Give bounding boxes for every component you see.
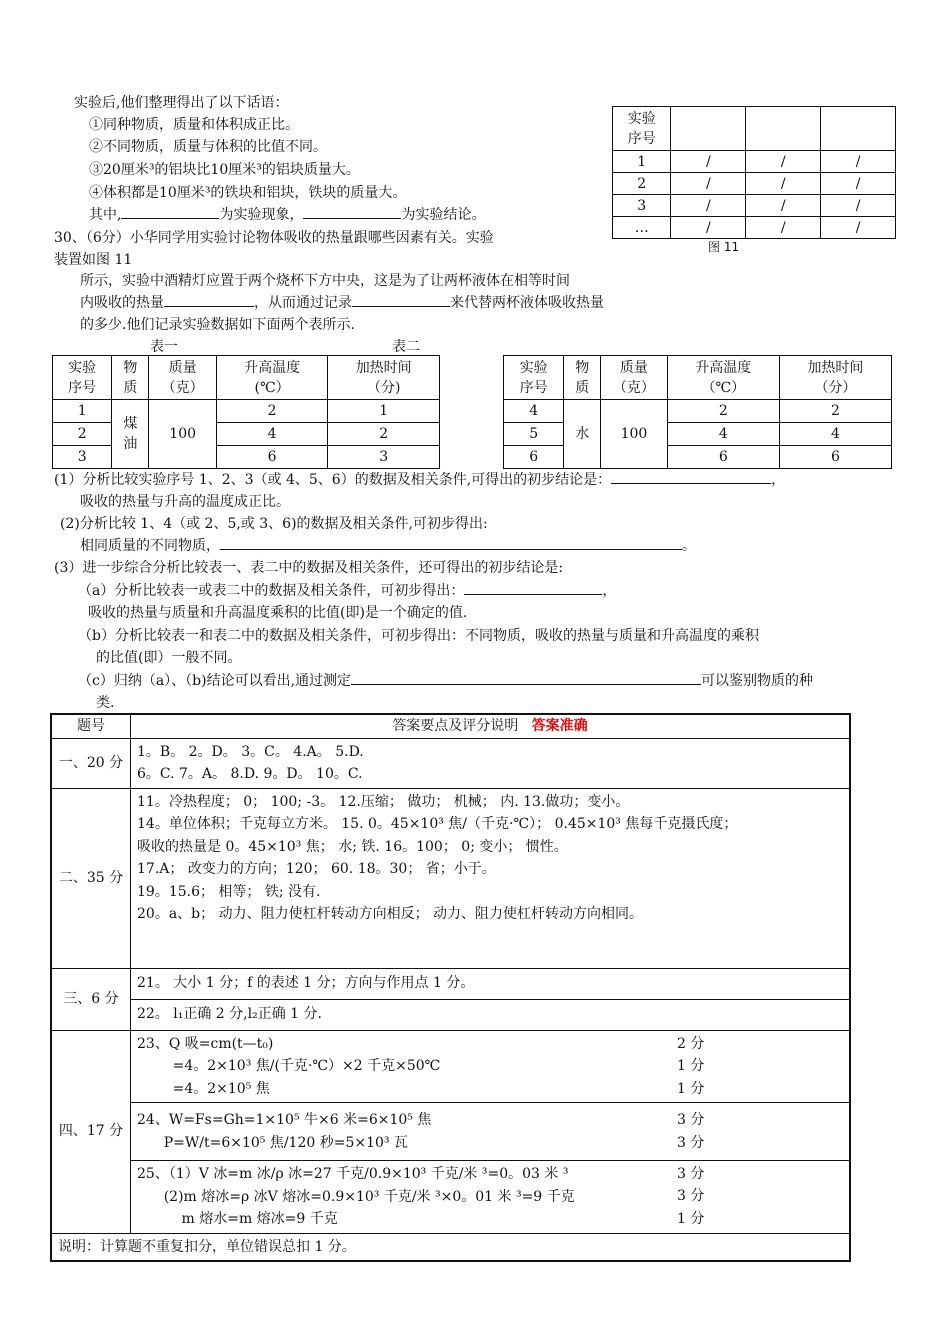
answer-blank[interactable] — [164, 292, 254, 307]
fig11-cell: 2 — [613, 173, 671, 195]
q30-line: 装置如图 11 — [54, 252, 133, 268]
answer-blank[interactable] — [611, 469, 771, 484]
score: 1 分 — [677, 1057, 705, 1074]
answer-25: 25、（1）V 冰=m 冰/ρ 冰=27 千克/0.9×10³ 千克/米 ³=0。03 米 ³ (2)m 熔冰=ρ 冰V 熔冰=0.9×10³ 千克/米 ³×0。01 米 ³=9 千克 m 熔水=m 熔冰=9 千克 3 分 3 分 1 分 — [131, 1161, 851, 1234]
table-two: 实验 序号 物 质 质量 （克） 升高温度 （℃） 加热时间 （分） 4 水 100 2 2 5 4 4 6 6 6 — [503, 355, 892, 469]
answer-head-description: 答案要点及评分说明 答案准确 — [131, 714, 851, 738]
score: 3 分 — [677, 1188, 705, 1204]
answer-blank[interactable] — [351, 670, 701, 685]
fig11-cell: / — [821, 151, 896, 173]
score: 1 分 — [677, 1080, 705, 1097]
fig11-cell: / — [671, 195, 746, 217]
answer-blank[interactable] — [352, 292, 450, 307]
fig11-cell: … — [613, 217, 671, 239]
analysis-line: (2)分析比较 1、4（或 2、5,或 3、6)的数据及相关条件,可初步得出: — [60, 516, 488, 532]
fig11-cell: / — [746, 173, 821, 195]
fig11-cell: / — [671, 217, 746, 239]
table-cell: 1 — [328, 400, 440, 423]
answer-21: 21。 大小 1 分；f 的表述 1 分；方向与作用点 1 分。 — [131, 968, 851, 999]
section-answers: 1。B。 2。D。 3。C。 4.A。 5.D. 6。C. 7。A。 8.D. 9。D。 10。C. — [131, 738, 851, 788]
intro-conclusion: 其中, 为实验现象， 为实验结论。 — [89, 204, 485, 226]
answer-head-number: 题号 — [51, 714, 131, 738]
analysis-line: （b）分析比较表一和表二中的数据及相关条件，可初步得出：不同物质，吸收的热量与质量和升高温度的乘积 — [78, 628, 759, 644]
fig11-cell: / — [821, 173, 896, 195]
figure-caption: 图 11 — [708, 240, 740, 254]
analysis-line: 吸收的热量与升高的温度成正比。 — [80, 494, 290, 510]
fig11-cell: 1 — [613, 151, 671, 173]
mass-cell: 100 — [149, 400, 216, 469]
section-label: 三、6 分 — [51, 968, 131, 1030]
figure-11-table — [612, 106, 896, 239]
answer-22: 22。 l₁正确 2 分,l₂正确 1 分. — [131, 999, 851, 1030]
q30-line: 所示，实验中酒精灯应置于两个烧杯下方中央，这是为了让两杯液体在相等时间 — [80, 273, 570, 289]
table1-title: 表一 — [150, 339, 178, 355]
table-cell: 2 — [216, 400, 328, 423]
answer-note: 说明：计算题不重复扣分，单位错误总扣 1 分。 — [51, 1233, 850, 1261]
answer-blank[interactable] — [121, 204, 219, 219]
analysis-line: 相同质量的不同物质， 。 — [80, 535, 696, 557]
answer-24: 24、W=Fs=Gh=1×10⁵ 牛×6 米=6×10⁵ 焦 P=W/t=6×10⁵ 焦/120 秒=5×10³ 瓦 3 分 3 分 — [131, 1103, 851, 1161]
fig11-cell: 3 — [613, 195, 671, 217]
substance-cell: 水 — [564, 400, 601, 469]
section-label: 二、35 分 — [51, 788, 131, 968]
answer-key-table — [50, 713, 851, 1262]
intro-lead: 实验后,他们整理得出了以下话语： — [74, 95, 289, 111]
score: 2 分 — [677, 1035, 705, 1052]
fig11-cell: / — [671, 173, 746, 195]
intro-item: ④体积都是10厘米³的铁块和铝块，铁块的质量大。 — [89, 185, 407, 201]
table-one: 实验 序号 物 质 质量 （克） 升高温度 (℃） 加热时间 （分) 1 煤 油 100 2 1 2 4 2 3 6 3 — [52, 355, 440, 469]
answer-23: 23、Q 吸=cm(t—t₀) =4。2×10³ 焦/(千克·℃）×2 千克×50℃ =4。2×10⁵ 焦 2 分 1 分 1 分 — [131, 1030, 851, 1103]
analysis-line: （c）归纳（a）、（b)结论可以看出,通过测定 可以鉴别物质的种 — [78, 670, 813, 692]
fig11-cell: / — [746, 217, 821, 239]
score: 3 分 — [677, 1166, 705, 1182]
analysis-line: (3）进一步综合分析比较表一、表二中的数据及相关条件，还可得出的初步结论是: — [54, 560, 564, 576]
answer-blank[interactable] — [464, 580, 602, 595]
intro-item: ②不同物质，质量与体积的比值不同。 — [89, 139, 327, 155]
answer-accurate-label: 答案准确 — [531, 718, 588, 734]
answer-blank[interactable] — [303, 204, 401, 219]
section-label: 四、17 分 — [51, 1030, 131, 1233]
score: 1 分 — [677, 1211, 705, 1227]
fig11-cell: / — [746, 195, 821, 217]
table-cell: 1 — [53, 400, 112, 423]
intro-item: ①同种物质，质量和体积成正比。 — [89, 117, 299, 133]
q30-line: 内吸收的热量 ，从而通过记录 来代替两杯液体吸收热量 — [80, 292, 604, 314]
intro-item: ③20厘米³的铝块比10厘米³的铝块质量大。 — [89, 162, 360, 178]
section-label: 一、20 分 — [51, 738, 131, 788]
q30-line: 的多少.他们记录实验数据如下面两个表所示. — [80, 317, 355, 333]
section-answers: 11。冷热程度； 0； 100; -3。 12.压缩； 做功； 机械； 内. 13.做功；变小。 14。单位体积；千克每立方米。 15. 0。45×10³ 焦/（千克·℃）； 0.45×10³ 焦每千克摄氏度； 吸收的热量是 0。45×10³ 焦； 水; 铁. 16。100； 0; 变小； 惯性。 17.A； 改变力的方向；120； 60. 18。30； 省；小于。 19。15.6； 相等； 铁; 没有. 20。a、b； 动力、阻力使杠杆转动方向相反； 动力、阻力使杠杆转动方向相同。 — [131, 788, 851, 968]
score: 3 分 — [677, 1112, 705, 1128]
substance-cell: 煤 油 — [112, 400, 149, 469]
score: 3 分 — [677, 1135, 705, 1151]
fig11-cell: / — [821, 217, 896, 239]
fig11-header: 实验 序号 — [613, 107, 671, 151]
q30-line: 30、（6分）小华同学用实验讨论物体吸收的热量跟哪些因素有关。实验 — [54, 230, 494, 246]
table2-title: 表二 — [392, 339, 420, 355]
fig11-cell: / — [746, 151, 821, 173]
fig11-cell: / — [821, 195, 896, 217]
analysis-line: 吸收的热量与质量和升高温度乘积的比值(即)是一个确定的值. — [88, 605, 468, 621]
analysis-line: （a）分析比较表一或表二中的数据及相关条件，可初步得出： ， — [78, 580, 616, 602]
analysis-line: (1）分析比较实验序号 1、2、3（或 4、5、6）的数据及相关条件,可得出的初步结论是： ， — [54, 469, 785, 491]
fig11-cell: / — [671, 151, 746, 173]
answer-blank[interactable] — [220, 535, 682, 550]
analysis-line: 类. — [96, 695, 115, 711]
mass-cell: 100 — [601, 400, 668, 469]
analysis-line: 的比值(即）一般不同。 — [96, 650, 242, 666]
